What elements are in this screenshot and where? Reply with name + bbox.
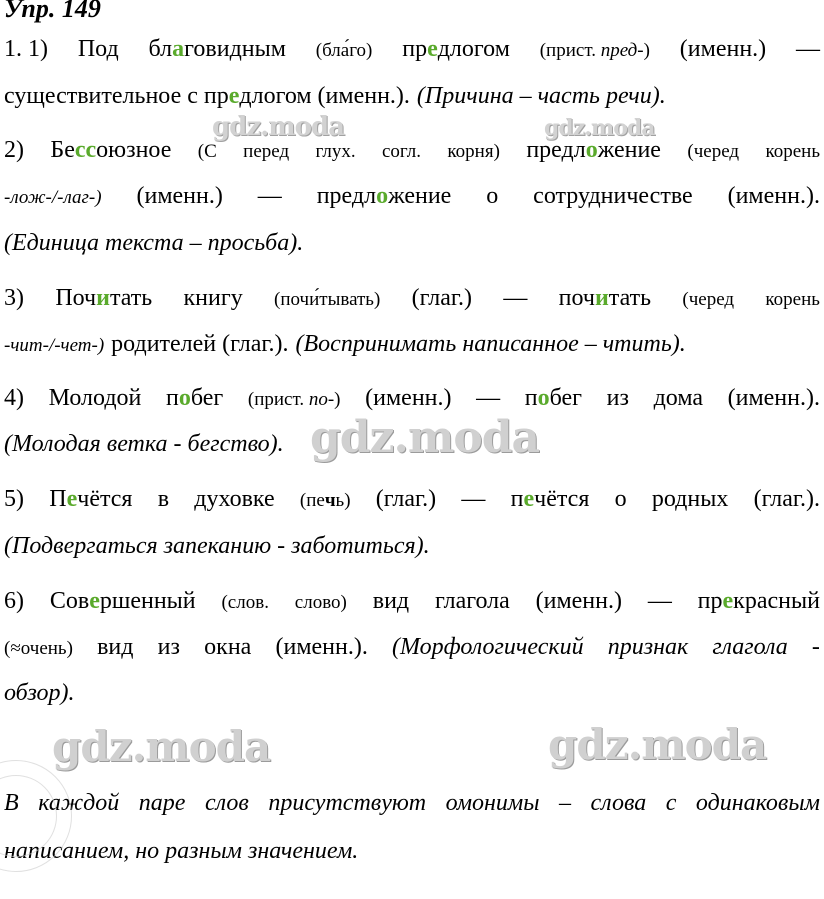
word: вид — [97, 634, 134, 660]
word: предложение — [526, 137, 661, 163]
exercise-title: Упр. 149 — [4, 0, 101, 23]
highlighted-letter: е — [228, 83, 240, 109]
text: родителей (глаг.). — [111, 331, 289, 357]
word: благовидным — [148, 36, 286, 62]
item-2-line-1 — [4, 135, 820, 167]
item-2-line-3 — [4, 228, 820, 258]
italic-explanation: признак — [607, 634, 689, 660]
conclusion-line-1: В каждой паре слов присутствуют омонимы – слова с одинаковым — [4, 790, 820, 816]
word: Печётся — [49, 486, 133, 512]
word: Молодой — [48, 385, 142, 411]
word: вид — [372, 588, 410, 614]
word: (именн.). — [727, 385, 820, 411]
word: предложение — [316, 183, 452, 209]
text: существительное с предлогом (именн.). — [4, 83, 410, 109]
note: (черед — [682, 289, 735, 310]
italic-explanation: (Единица текста – просьба). — [4, 230, 304, 256]
word: (именн.) — [535, 588, 622, 614]
watermark: gdz.moda — [52, 722, 271, 771]
item-3-line-2 — [4, 329, 820, 361]
word: печётся — [510, 486, 590, 512]
item-4-line-2 — [4, 429, 820, 459]
word: (глаг.) — [411, 285, 473, 311]
conclusion-line-2 — [4, 836, 820, 866]
note: (С — [197, 141, 217, 162]
dash: — — [503, 285, 528, 311]
word: (глаг.) — [375, 486, 437, 512]
word: сотрудничестве — [533, 183, 693, 209]
highlighted-letter: о — [537, 385, 550, 411]
italic-explanation: (Морфологический — [392, 634, 584, 660]
note: (печь) — [299, 490, 351, 511]
item-4-line-1 — [4, 383, 820, 415]
word: родных — [651, 486, 729, 512]
highlighted-letter: о — [585, 137, 598, 163]
word: книгу — [183, 285, 243, 311]
item-number: 2) — [4, 137, 24, 163]
watermark: gdz.moda — [310, 412, 540, 463]
italic-explanation: (Причина – часть речи). — [416, 83, 666, 109]
item-5-line-1 — [4, 484, 820, 516]
highlighted-letter: а — [172, 36, 185, 62]
item-1-line-1 — [4, 34, 820, 66]
highlighted-letter: сс — [74, 137, 97, 163]
word: побег — [166, 385, 224, 411]
highlighted-letter: и — [96, 285, 110, 311]
highlighted-letter: и — [594, 285, 609, 311]
dash: — — [257, 183, 282, 209]
item-number: 6) — [4, 588, 24, 614]
word: (именн.). — [275, 634, 368, 660]
dash: — — [461, 486, 486, 512]
word: почитать — [558, 285, 652, 311]
item-6-line-2 — [4, 632, 820, 664]
note: (прист. пред-) — [539, 40, 650, 61]
item-1-line-2 — [4, 81, 820, 111]
note: (слов. — [221, 592, 269, 613]
note: корень — [765, 289, 820, 310]
note: (черед — [687, 141, 740, 162]
word: из — [157, 634, 180, 660]
highlighted-letter: е — [722, 588, 734, 614]
item-5-line-2 — [4, 531, 820, 561]
item-6-line-1 — [4, 586, 820, 618]
item-3-line-1 — [4, 283, 820, 315]
highlighted-letter: е — [66, 486, 78, 512]
word: побег — [524, 385, 582, 411]
word: предлогом — [402, 36, 510, 62]
word: в — [157, 486, 170, 512]
word: окна — [204, 634, 252, 660]
italic-explanation: обзор). — [4, 680, 75, 706]
highlighted-letter: е — [89, 588, 100, 614]
note: (почи́тывать) — [274, 289, 381, 310]
word: (именн.) — [679, 36, 767, 62]
item-number: 4) — [4, 385, 24, 411]
note: корня) — [447, 141, 500, 162]
word: (глаг.). — [753, 486, 820, 512]
dash: — — [476, 385, 501, 411]
note: -лож-/-лаг-) — [4, 187, 102, 208]
highlighted-letter: е — [523, 486, 535, 512]
italic-explanation: - — [811, 634, 820, 660]
item-6-line-3 — [4, 678, 820, 708]
highlighted-letter: е — [427, 36, 438, 62]
watermark: gdz.moda — [212, 112, 345, 142]
word: духовке — [194, 486, 275, 512]
note: -чит-/-чет-) — [4, 335, 105, 356]
item-number: 1. 1) — [4, 36, 48, 62]
note: согл. — [382, 141, 421, 162]
note: корень — [765, 141, 820, 162]
dash: — — [647, 588, 672, 614]
word: (именн.) — [365, 385, 452, 411]
note: глух. — [315, 141, 356, 162]
italic-explanation: (Воспринимать написанное – чтить). — [295, 331, 686, 357]
word: глагола — [434, 588, 510, 614]
note: (прист. по-) — [247, 389, 341, 410]
word: (именн.). — [727, 183, 820, 209]
watermark: gdz.moda — [544, 115, 655, 141]
conclusion-text: написанием, но разным значением. — [4, 838, 359, 864]
italic-explanation: (Молодая ветка - бегство). — [4, 431, 284, 457]
word: дома — [653, 385, 703, 411]
note: перед — [243, 141, 290, 162]
italic-explanation: (Подвергаться запеканию - заботиться). — [4, 533, 430, 559]
highlighted-letter: о — [178, 385, 191, 411]
word: Бессоюзное — [50, 137, 172, 163]
highlighted-letter: о — [376, 183, 389, 209]
dash: — — [796, 36, 820, 62]
word: прекрасный — [697, 588, 820, 614]
word: Почитать — [55, 285, 153, 311]
item-2-line-2 — [4, 181, 820, 213]
note: слово) — [294, 592, 347, 613]
note: (бла́го) — [315, 40, 373, 61]
word: о — [486, 183, 499, 209]
word: (именн.) — [136, 183, 223, 209]
word: о — [614, 486, 627, 512]
note: (≈очень) — [4, 638, 73, 659]
item-number: 5) — [4, 486, 24, 512]
word: Совершенный — [49, 588, 196, 614]
watermark: gdz.moda — [548, 720, 767, 769]
word: Под — [77, 36, 119, 62]
word: из — [606, 385, 629, 411]
item-number: 3) — [4, 285, 24, 311]
italic-explanation: глагола — [712, 634, 788, 660]
